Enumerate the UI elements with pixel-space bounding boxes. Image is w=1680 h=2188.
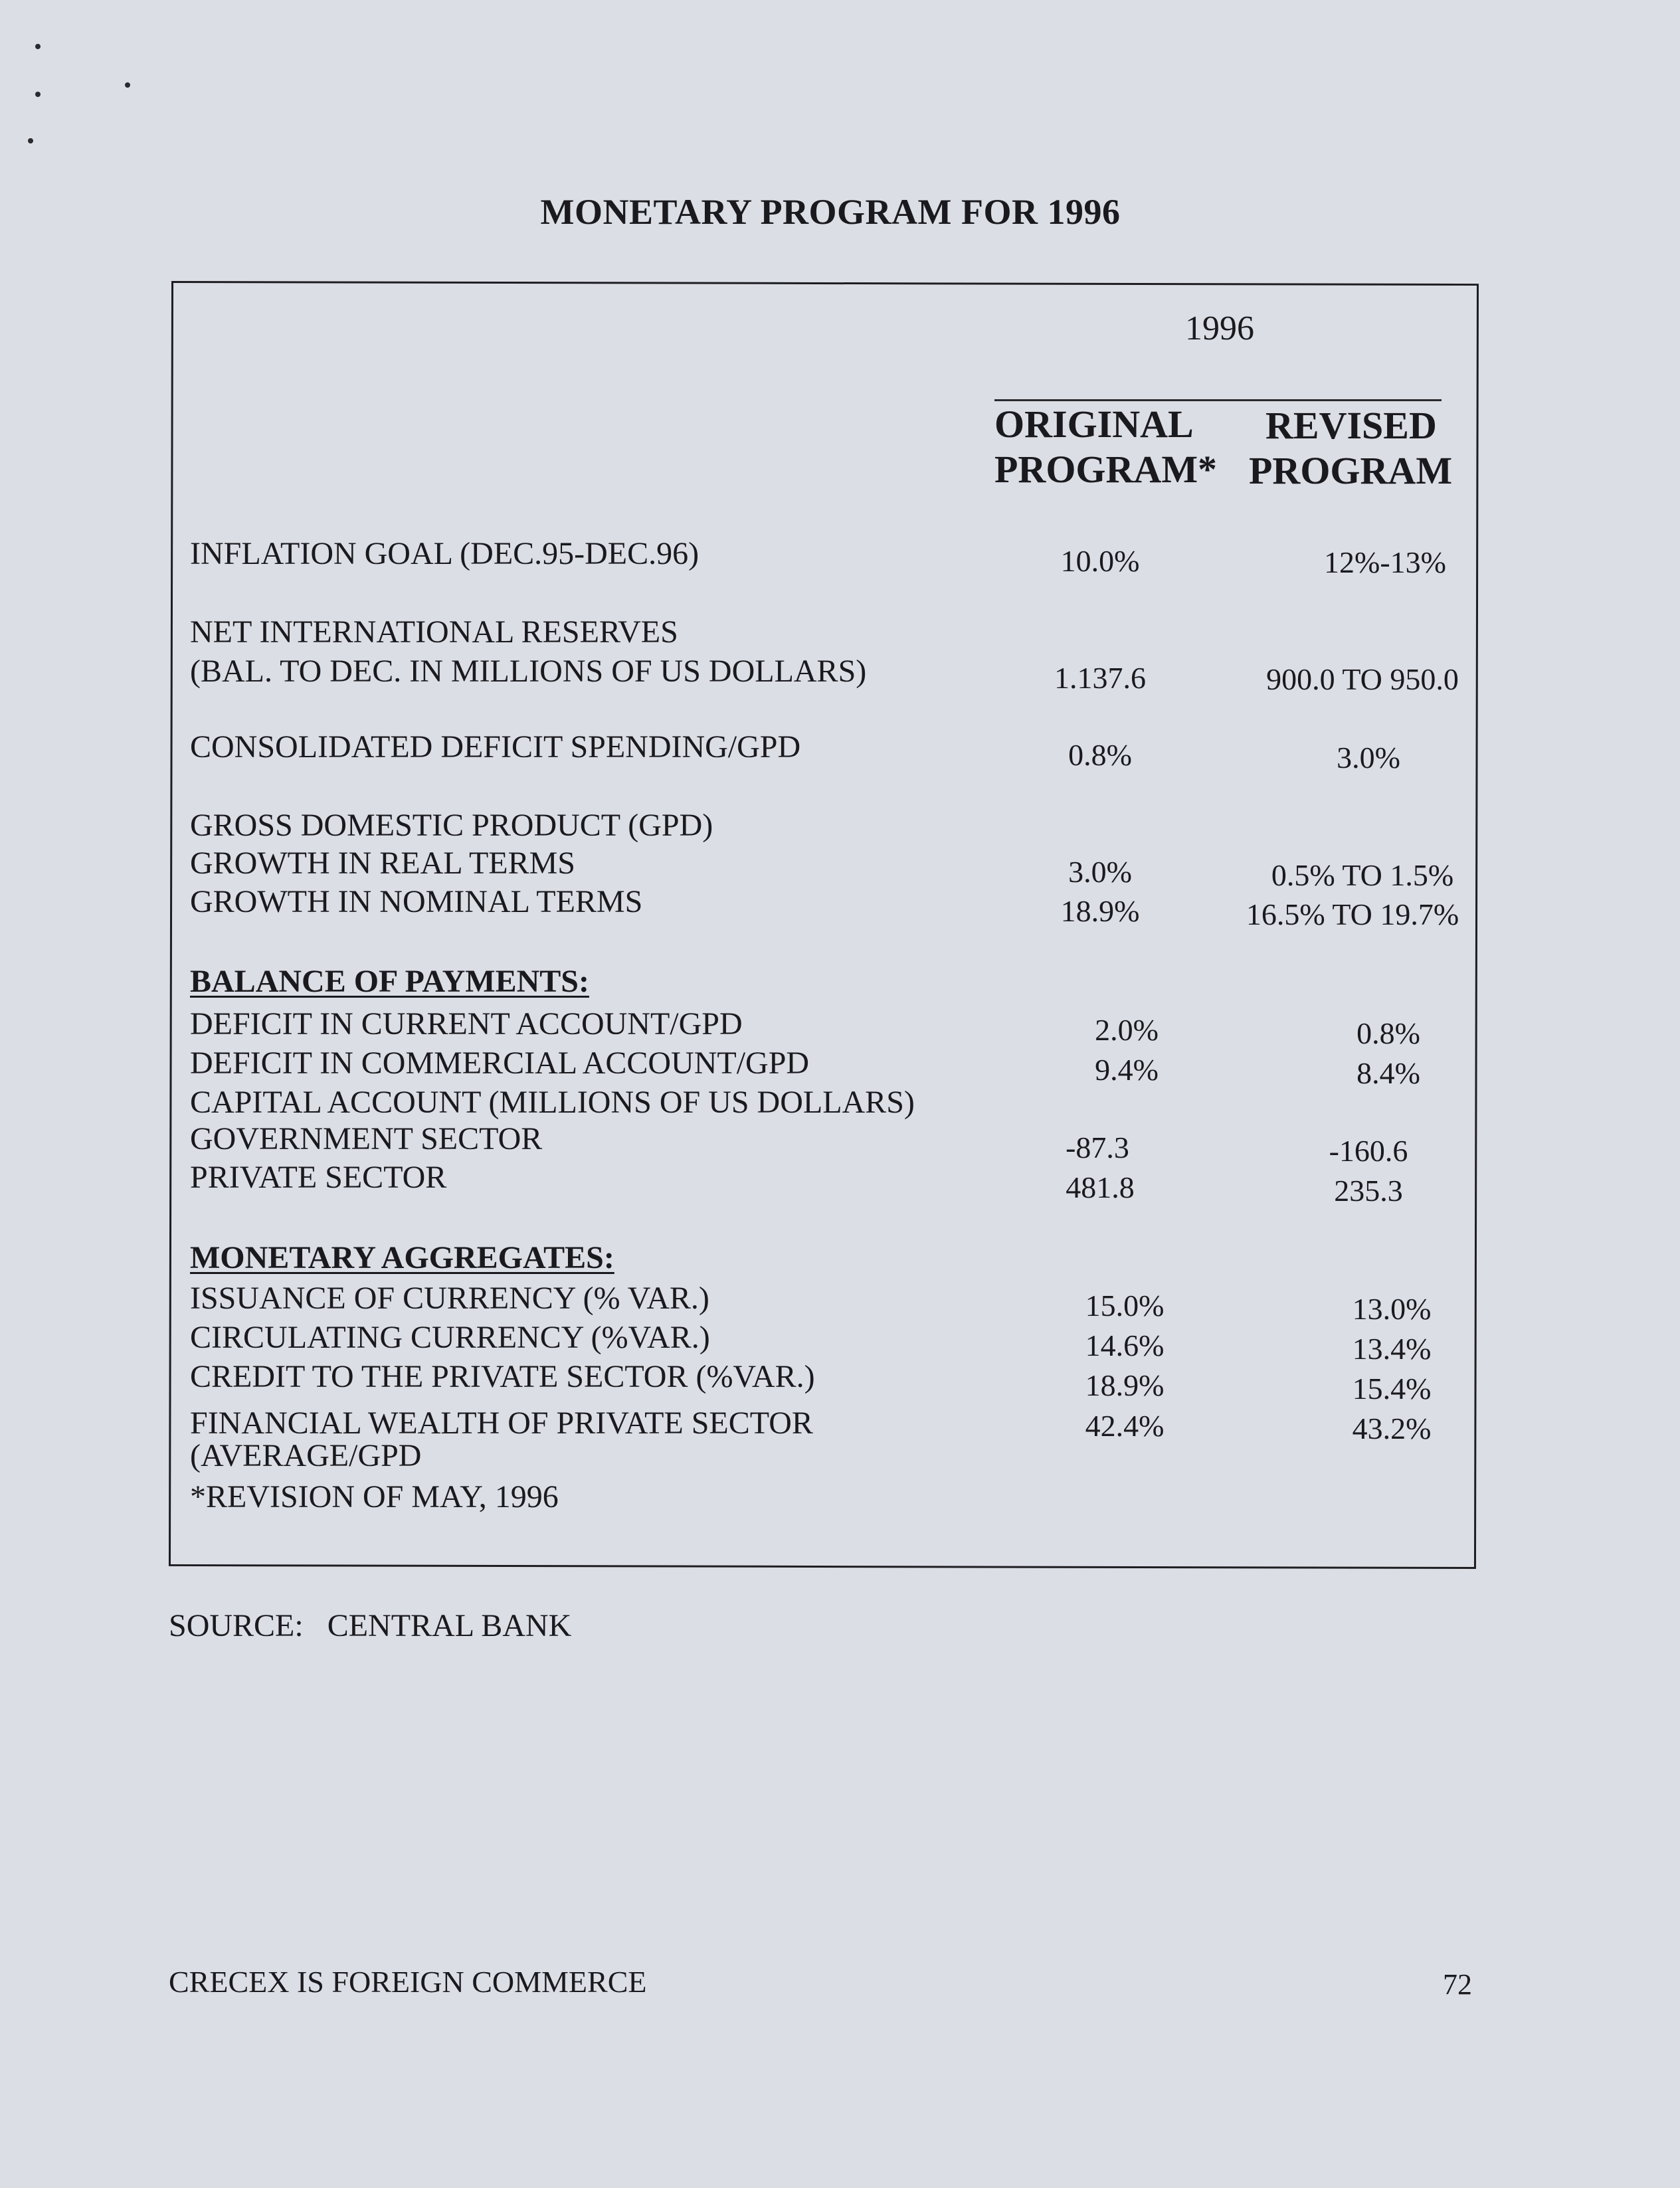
cell-original-issuance-currency: 15.0% (1085, 1289, 1165, 1322)
row-label-financial-wealth: FINANCIAL WEALTH OF PRIVATE SECTOR (190, 1406, 813, 1441)
cell-revised-government-sector: -160.6 (1329, 1134, 1408, 1168)
row-label-inflation-goal: INFLATION GOAL (DEC.95-DEC.96) (190, 536, 700, 571)
year-header: 1996 (1185, 310, 1254, 347)
scan-speck (125, 82, 130, 88)
row-label-gdp: GROSS DOMESTIC PRODUCT (GPD) (190, 808, 713, 843)
cell-original-deficit-spending: 0.8% (1068, 738, 1132, 772)
table-footnote: *REVISION OF MAY, 1996 (190, 1479, 559, 1514)
cell-original-circulating-currency: 14.6% (1085, 1328, 1165, 1362)
cell-revised-issuance-currency: 13.0% (1352, 1292, 1432, 1326)
column-header-original-line2: PROGRAM* (994, 448, 1218, 491)
row-label-growth-real: GROWTH IN REAL TERMS (190, 846, 575, 881)
section-heading-balance-of-payments: BALANCE OF PAYMENTS: (190, 964, 589, 999)
cell-original-growth-nominal: 18.9% (1060, 894, 1140, 928)
row-label-average-gpd: (AVERAGE/GPD (190, 1438, 422, 1473)
cell-original-reserves: 1.137.6 (1054, 661, 1146, 695)
footer-publication: CRECEX IS FOREIGN COMMERCE (169, 1965, 647, 1999)
row-label-credit-private-sector: CREDIT TO THE PRIVATE SECTOR (%VAR.) (190, 1359, 815, 1394)
cell-original-deficit-commercial: 9.4% (1095, 1053, 1159, 1087)
cell-revised-private-sector: 235.3 (1334, 1174, 1403, 1208)
source-note: SOURCE: CENTRAL BANK (169, 1608, 572, 1643)
cell-revised-financial-wealth: 43.2% (1352, 1412, 1432, 1445)
cell-original-private-sector: 481.8 (1066, 1170, 1135, 1204)
cell-original-government-sector: -87.3 (1066, 1131, 1129, 1164)
page-number: 72 (1443, 1968, 1472, 2001)
row-label-deficit-commercial-account: DEFICIT IN COMMERCIAL ACCOUNT/GPD (190, 1046, 810, 1081)
cell-revised-credit-private: 15.4% (1352, 1372, 1432, 1406)
cell-original-inflation-goal: 10.0% (1060, 544, 1140, 578)
row-label-government-sector: GOVERNMENT SECTOR (190, 1121, 543, 1156)
cell-revised-circulating-currency: 13.4% (1352, 1332, 1432, 1366)
row-label-reserves-balance: (BAL. TO DEC. IN MILLIONS OF US DOLLARS) (190, 654, 867, 689)
cell-revised-deficit-current: 0.8% (1356, 1016, 1420, 1050)
row-label-growth-nominal: GROWTH IN NOMINAL TERMS (190, 884, 643, 919)
cell-original-credit-private: 18.9% (1085, 1368, 1165, 1402)
row-label-private-sector: PRIVATE SECTOR (190, 1160, 447, 1195)
row-label-circulating-currency: CIRCULATING CURRENCY (%VAR.) (190, 1320, 710, 1355)
row-label-net-international-reserves: NET INTERNATIONAL RESERVES (190, 614, 678, 650)
column-header-revised-line2: PROGRAM (1249, 449, 1453, 492)
column-header-revised-line1: REVISED (1265, 404, 1437, 447)
cell-revised-growth-nominal: 16.5% TO 19.7% (1246, 897, 1459, 931)
row-label-consolidated-deficit: CONSOLIDATED DEFICIT SPENDING/GPD (190, 729, 801, 765)
document-title: MONETARY PROGRAM FOR 1996 (540, 192, 1121, 232)
header-divider (994, 399, 1442, 401)
cell-revised-growth-real: 0.5% TO 1.5% (1271, 858, 1454, 892)
row-label-issuance-of-currency: ISSUANCE OF CURRENCY (% VAR.) (190, 1281, 709, 1316)
cell-original-deficit-current: 2.0% (1095, 1013, 1159, 1047)
column-header-original (994, 402, 1217, 492)
column-header-revised (1249, 403, 1452, 494)
section-heading-monetary-aggregates: MONETARY AGGREGATES: (190, 1240, 614, 1275)
cell-original-financial-wealth: 42.4% (1085, 1409, 1165, 1443)
scan-speck (35, 92, 41, 97)
cell-original-growth-real: 3.0% (1068, 855, 1132, 889)
row-label-capital-account: CAPITAL ACCOUNT (MILLIONS OF US DOLLARS) (190, 1085, 915, 1120)
cell-revised-inflation-goal: 12%-13% (1324, 545, 1446, 579)
cell-revised-deficit-spending: 3.0% (1337, 741, 1400, 775)
column-header-original-line1: ORIGINAL (994, 403, 1194, 446)
cell-revised-reserves: 900.0 TO 950.0 (1266, 662, 1459, 696)
cell-revised-deficit-commercial: 8.4% (1356, 1056, 1420, 1090)
scan-speck (28, 138, 33, 143)
row-label-deficit-current-account: DEFICIT IN CURRENT ACCOUNT/GPD (190, 1006, 743, 1042)
scan-speck (35, 44, 41, 49)
